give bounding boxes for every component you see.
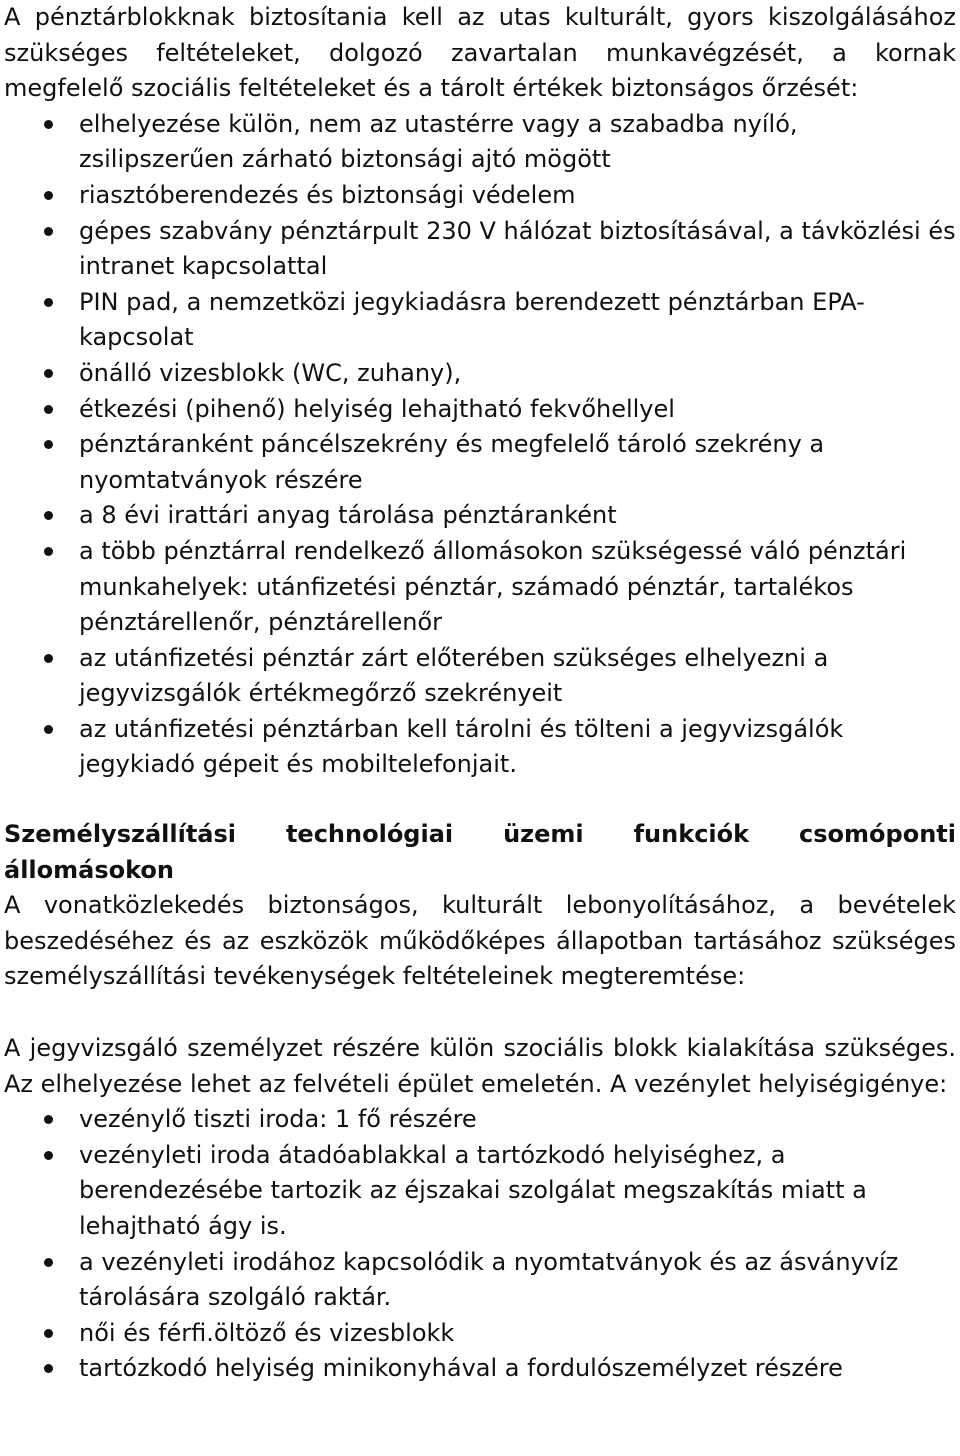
- list-item-text: önálló vizesblokk (WC, zuhany),: [79, 358, 462, 387]
- bullet-icon: [44, 298, 53, 307]
- list-item: [4, 534, 956, 641]
- bullet-icon: [44, 191, 53, 200]
- list-item: [4, 641, 956, 712]
- list-item-text: női és férfi.öltöző és vizesblokk: [79, 1318, 455, 1347]
- list-item: [4, 214, 956, 285]
- list-item-text: tartózkodó helyiség minikonyhával a fordulószemélyzet részére: [79, 1354, 843, 1383]
- bullet-icon: [44, 120, 53, 129]
- bullet-icon: [44, 1258, 53, 1267]
- bullet-icon: [44, 1151, 53, 1160]
- list-item-text: pénztáranként páncélszekrény és megfelelő tároló szekrény a nyomtatványok részére: [79, 430, 825, 494]
- bullet-icon: [44, 227, 53, 236]
- conductor-paragraph: A jegyvizsgáló személyzet részére külön szociális blokk kialakítása szükséges. Az elhelyezése lehet az felvételi épület emeletén. A vezénylet helyiségigénye:: [4, 1034, 956, 1098]
- list-item-text: elhelyezése külön, nem az utastérre vagy a szabadba nyíló, zsilipszerűen zárható biztonsági ajtó mögött: [79, 109, 798, 174]
- list-item-text: a vezényleti irodához kapcsolódik a nyomtatványok és az ásványvíz tárolására szolgáló raktár.: [79, 1247, 899, 1312]
- list-item: [4, 1245, 956, 1316]
- section-paragraph: A vonatközlekedés biztonságos, kulturált lebonyolításához, a bevételek beszedéséhez és az eszközök működőképes állapotban tartásához szükséges személyszállítási tevékenységek feltételeinek megteremtése:: [4, 891, 956, 991]
- bullet-icon: [44, 654, 53, 663]
- list-item: [4, 392, 956, 428]
- bullet-icon: [44, 440, 53, 449]
- list-item: [4, 1138, 956, 1245]
- list-item: [4, 712, 956, 783]
- list-item: [4, 107, 956, 178]
- list-item: [4, 285, 956, 356]
- list-item-text: a 8 évi irattári anyag tárolása pénztáranként: [79, 501, 617, 530]
- bullet-icon: [44, 405, 53, 414]
- bullet-icon: [44, 1364, 53, 1373]
- list-item-text: az utánfizetési pénztárban kell tárolni és tölteni a jegyvizsgálók jegykiadó gépeit és mobiltelefonjait.: [79, 714, 844, 779]
- bullet-icon: [44, 547, 53, 556]
- list-item: [4, 1102, 956, 1138]
- ticket-office-requirements-list: [4, 107, 956, 783]
- list-item-text: PIN pad, a nemzetközi jegykiadásra berendezett pénztárban EPA-kapcsolat: [79, 287, 865, 352]
- list-item-text: gépes szabvány pénztárpult 230 V hálózat biztosításával, a távközlési és intranet kapcsolattal: [79, 216, 956, 281]
- list-item-text: riasztóberendezés és biztonsági védelem: [79, 180, 576, 209]
- list-item-text: vezényleti iroda átadóablakkal a tartózkodó helyiséghez, a berendezésébe tartozik az éjszakai szolgálat megszakítás miatt a lehajtható ágy is.: [79, 1140, 867, 1240]
- bullet-icon: [44, 1329, 53, 1338]
- list-item-text: az utánfizetési pénztár zárt előterében szükséges elhelyezni a jegyvizsgálók értékmegőrző szekrényeit: [79, 643, 829, 708]
- bullet-icon: [44, 1115, 53, 1124]
- intro-paragraph: A pénztárblokknak biztosítania kell az utas kulturált, gyors kiszolgálásához szükséges feltételeket, dolgozó zavartalan munkavégzését, a kornak megfelelő szociális feltételeket és a tárolt értékek biztonságos őrzését:: [4, 3, 956, 103]
- document-page: [4, 0, 956, 1387]
- list-item-text: a több pénztárral rendelkező állomásokon szükségessé váló pénztári munkahelyek: utánfizetési pénztár, számadó pénztár, tartalékos pénztárellenőr, pénztárellenőr: [79, 536, 907, 637]
- list-item: [4, 498, 956, 534]
- roster-rooms-list: [4, 1102, 956, 1387]
- list-item: [4, 1351, 956, 1387]
- bullet-icon: [44, 725, 53, 734]
- paragraph-spacer: [4, 995, 956, 1031]
- bullet-icon: [44, 369, 53, 378]
- list-item: [4, 1316, 956, 1352]
- list-item-text: vezénylő tiszti iroda: 1 fő részére: [79, 1105, 477, 1134]
- section-heading: Személyszállítási technológiai üzemi funkciók csomóponti állomásokon: [4, 820, 956, 884]
- list-item-text: étkezési (pihenő) helyiség lehajtható fekvőhellyel: [79, 394, 675, 423]
- list-item: [4, 178, 956, 214]
- list-item: [4, 356, 956, 392]
- bullet-icon: [44, 511, 53, 520]
- list-item: [4, 427, 956, 498]
- section-spacer: [4, 783, 956, 817]
